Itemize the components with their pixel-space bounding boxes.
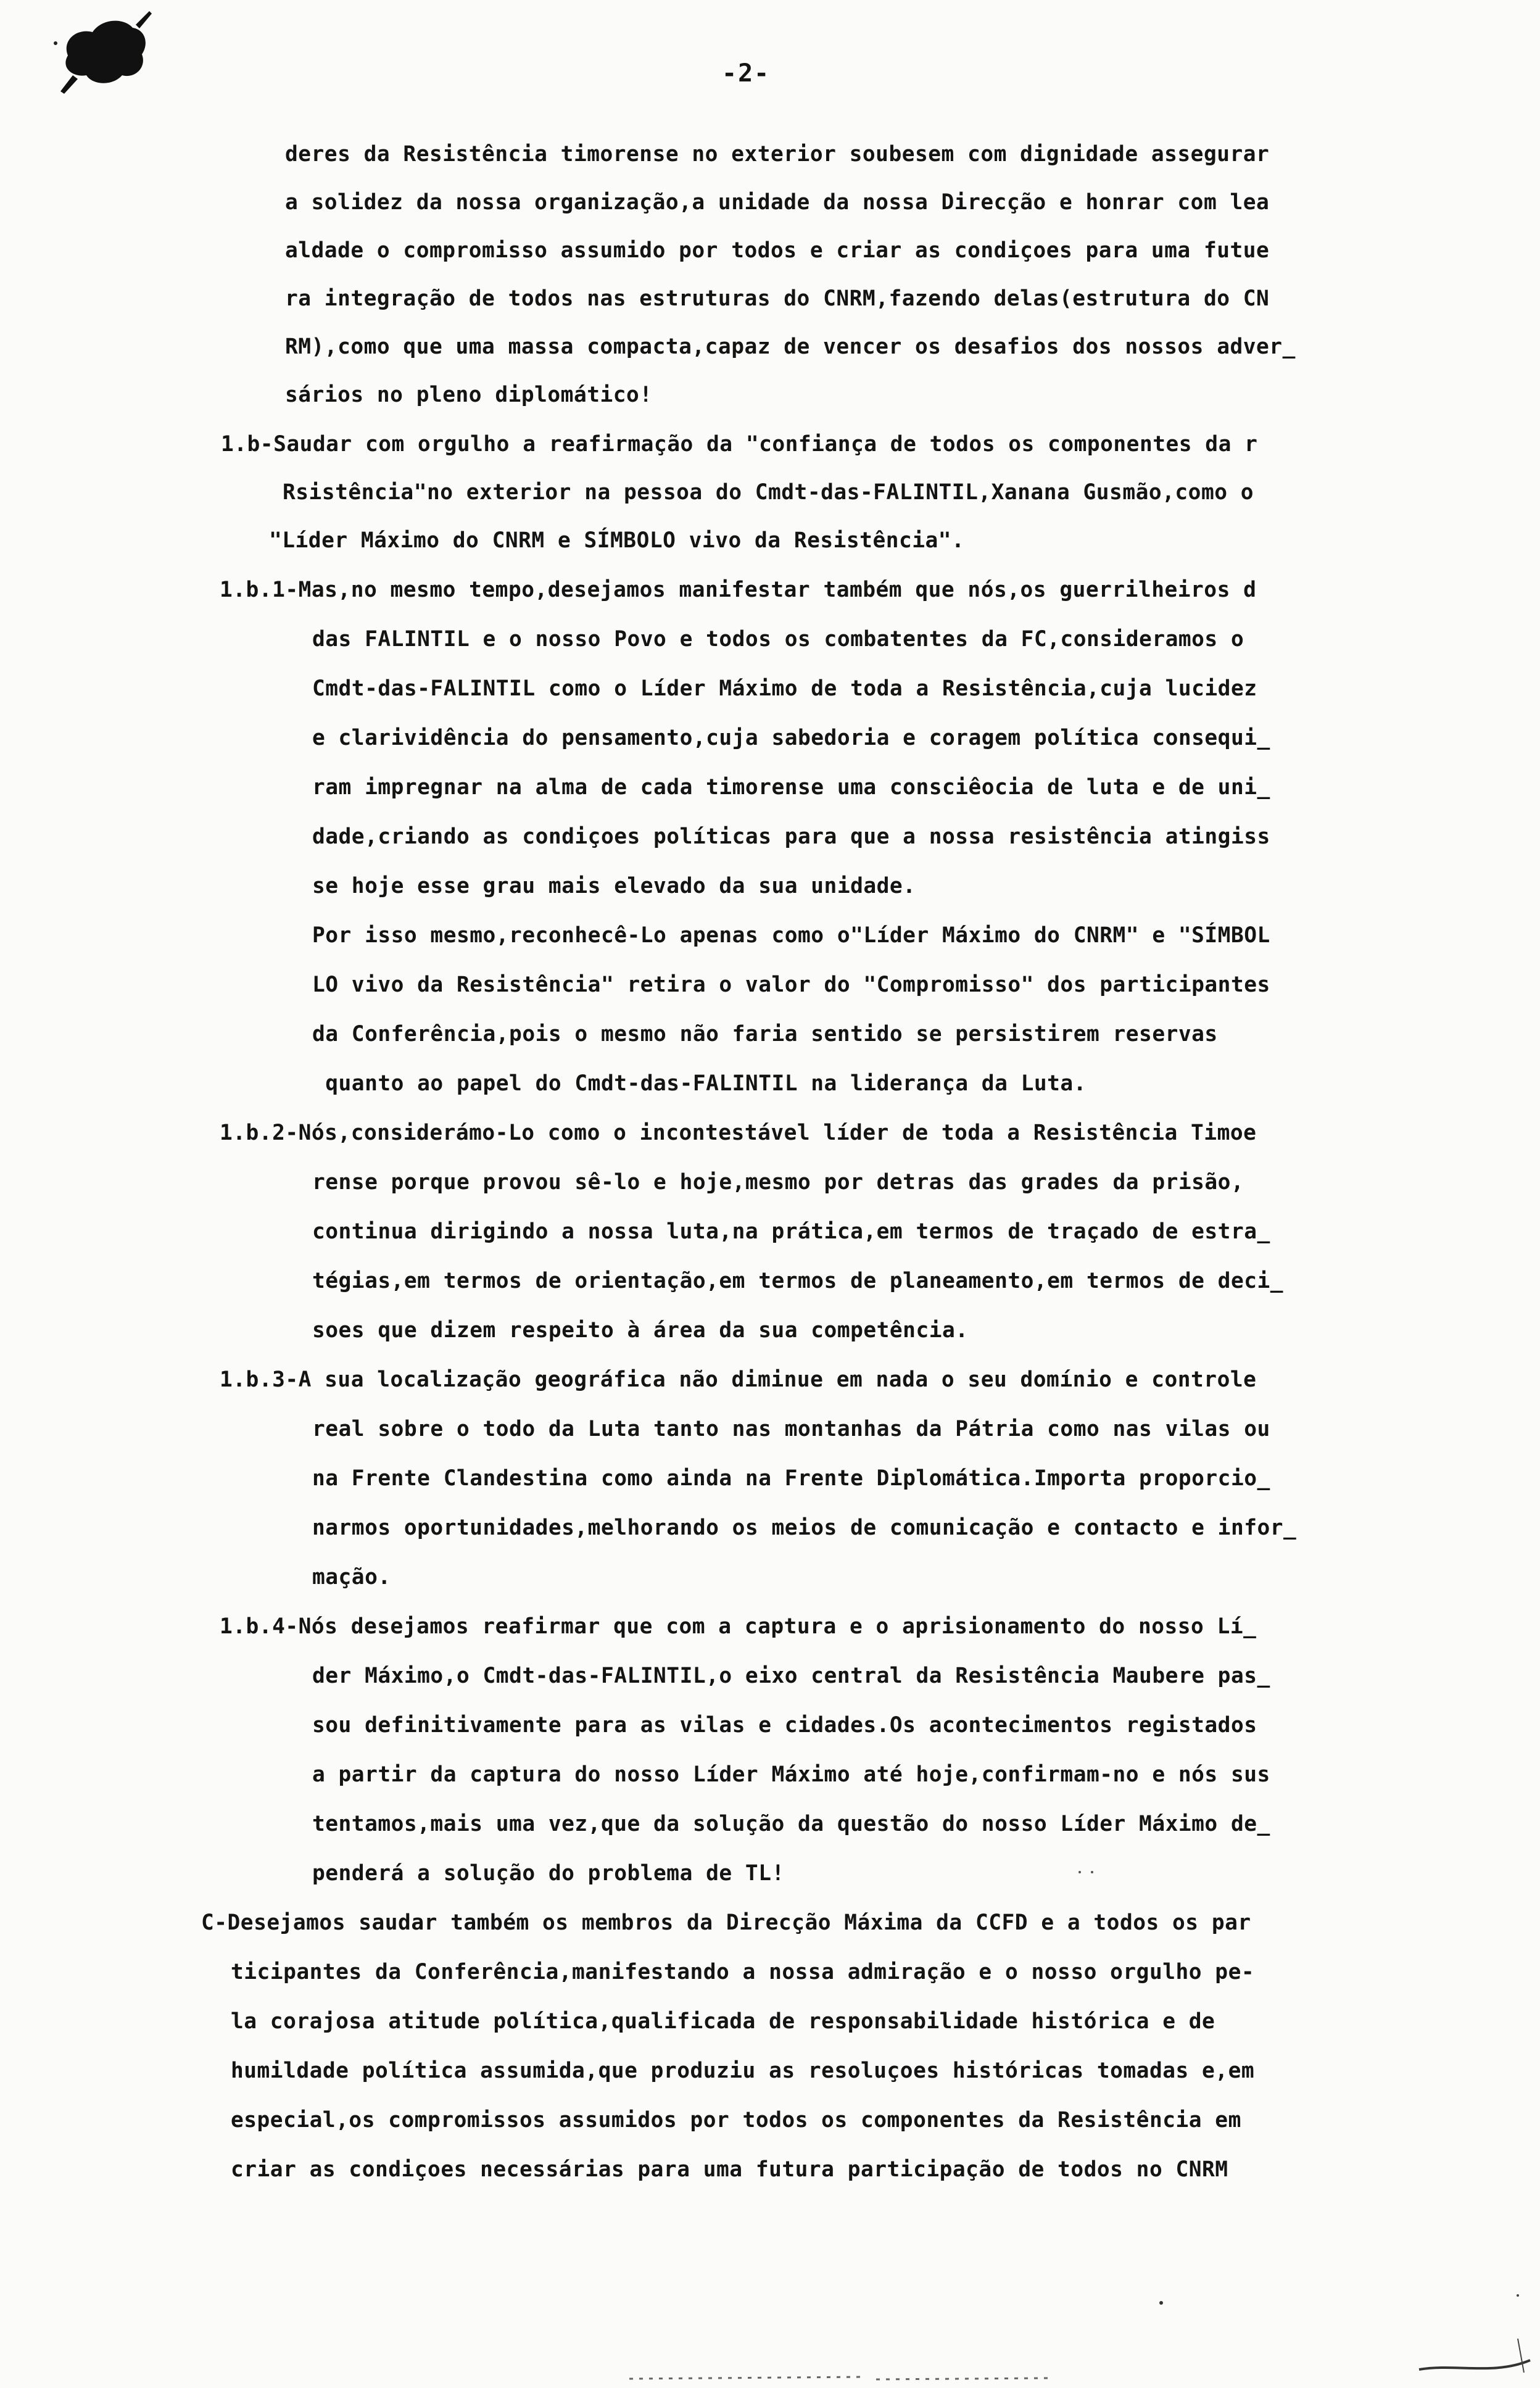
text-line: aldade o compromisso assumido por todos e criar as condiçoes para uma futue [285,238,1270,263]
text-line: a partir da captura do nosso Líder Máximo até hoje,confirmam-no e nós sus [312,1762,1270,1787]
text-line: LO vivo da Resistência" retira o valor do "Compromisso" dos participantes [312,972,1270,997]
text-line: especial,os compromissos assumidos por todos os componentes da Resistência em [231,2108,1241,2133]
text-line: na Frente Clandestina como ainda na Frente Diplomática.Importa proporcio_ [312,1466,1270,1491]
text-line: quanto ao papel do Cmdt-das-FALINTIL na liderança da Luta. [312,1071,1087,1096]
text-line: penderá a solução do problema de TL! [312,1861,785,1886]
text-line: narmos oportunidades,melhorando os meios de comunicação e contacto e infor_ [312,1515,1297,1540]
text-line: C-Desejamos saudar também os membros da Direcção Máxima da CCFD e a todos os par [201,1910,1251,1935]
page-number: -2- [722,59,771,88]
text-line: continua dirigindo a nossa luta,na prática,em termos de traçado de estra_ [312,1219,1270,1244]
text-line: "Líder Máximo do CNRM e SÍMBOLO vivo da Resistência". [269,528,965,553]
text-line: mação. [312,1565,391,1590]
text-line: sou definitivamente para as vilas e cidades.Os acontecimentos registados [312,1713,1257,1738]
text-line: Rsistência"no exterior na pessoa do Cmdt-das-FALINTIL,Xanana Gusmão,como o [283,480,1254,505]
text-line: da Conferência,pois o mesmo não faria sentido se persistirem reservas [312,1022,1218,1047]
text-line: der Máximo,o Cmdt-das-FALINTIL,o eixo central da Resistência Maubere pas_ [312,1664,1270,1688]
ink-blot-mark [43,6,160,99]
text-line: 1.b.2-Nós,considerámo-Lo como o incontestável líder de toda a Resistência Timoe [220,1121,1257,1145]
text-line: 1.b.3-A sua localização geográfica não diminue em nada o seu domínio e controle [220,1367,1257,1392]
text-line: tentamos,mais uma vez,que da solução da questão do nosso Líder Máximo de_ [312,1812,1270,1836]
text-line: se hoje esse grau mais elevado da sua unidade. [312,874,916,898]
text-line: humildade política assumida,que produziu as resoluçoes históricas tomadas e,em [231,2058,1255,2083]
text-line: Por isso mesmo,reconhecê-Lo apenas como o"Líder Máximo do CNRM" e "SÍMBOL [312,923,1270,948]
text-line: criar as condiçoes necessárias para uma futura participação de todos no CNRM [231,2157,1228,2182]
text-line: soes que dizem respeito à área da sua competência. [312,1318,969,1343]
text-line: la corajosa atitude política,qualificada de responsabilidade histórica e de [231,2009,1215,2034]
text-line: dade,criando as condiçoes políticas para que a nossa resistência atingiss [312,824,1270,849]
text-line: ra integração de todos nas estruturas do CNRM,fazendo delas(estrutura do CN [285,286,1270,311]
text-line: sários no pleno diplomático! [285,383,653,407]
text-line: e clarividência do pensamento,cuja sabedoria e coragem política consequi_ [312,726,1270,750]
text-line: rense porque provou sê-lo e hoje,mesmo por detras das grades da prisão, [312,1170,1244,1195]
text-line: tégias,em termos de orientação,em termos de planeamento,em termos de deci_ [312,1269,1284,1293]
text-line: RM),como que uma massa compacta,capaz de vencer os desafios dos nossos adver_ [285,334,1296,359]
text-line: ticipantes da Conferência,manifestando a nossa admiração e o nosso orgulho pe- [231,1960,1255,1984]
text-line: 1.b.1-Mas,no mesmo tempo,desejamos manifestar também que nós,os guerrilheiros d [220,578,1257,602]
text-line: 1.b.4-Nós desejamos reafirmar que com a captura e o aprisionamento do nosso Lí_ [220,1614,1257,1639]
text-line: das FALINTIL e o nosso Povo e todos os combatentes da FC,consideramos o [312,627,1244,652]
text-line: 1.b-Saudar com orgulho a reafirmação da "confiança de todos os componentes da r [221,432,1258,457]
text-line: real sobre o todo da Luta tanto nas montanhas da Pátria como nas vilas ou [312,1417,1270,1441]
text-line: ram impregnar na alma de cada timorense uma consciêocia de luta e de uni_ [312,775,1270,800]
text-line: deres da Resistência timorense no exterior soubesem com dignidade assegurar [285,142,1270,167]
text-line: a solidez da nossa organização,a unidade da nossa Direcção e honrar com lea [285,190,1270,215]
text-line: Cmdt-das-FALINTIL como o Líder Máximo de toda a Resistência,cuja lucidez [312,676,1257,701]
